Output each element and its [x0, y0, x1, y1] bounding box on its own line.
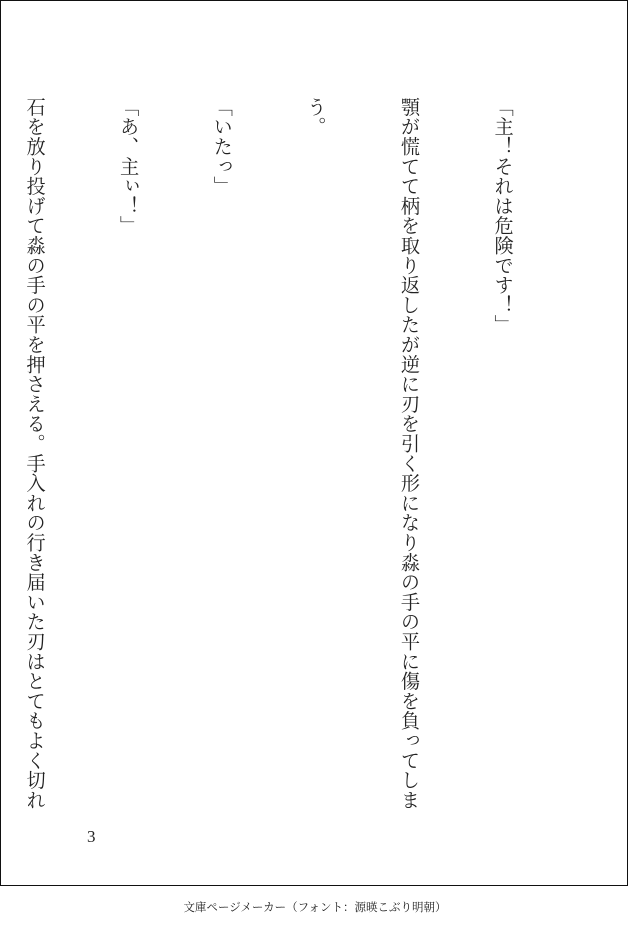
text-line: 「主！それは危険です！」 [491, 97, 515, 335]
page-number: 3 [87, 827, 96, 846]
footer-credit: 文庫ページメーカー（フォント：源暎こぶり明朝） [183, 900, 447, 914]
vertical-text-body [0, 97, 581, 817]
text-line: 石を放り投げて淼の手の平を押さえる。手入れの行き届いた刃はとてもよく切れ [23, 97, 47, 810]
text-line: 「いたっ」 [210, 97, 234, 196]
text-line: 「あ、主ぃ！」 [117, 97, 141, 236]
text-line: う。 [304, 97, 328, 137]
text-line: 顎が慌てて柄を取り返したが逆に刃を引く形になり淼の手の平に傷を負ってしま [397, 97, 421, 810]
